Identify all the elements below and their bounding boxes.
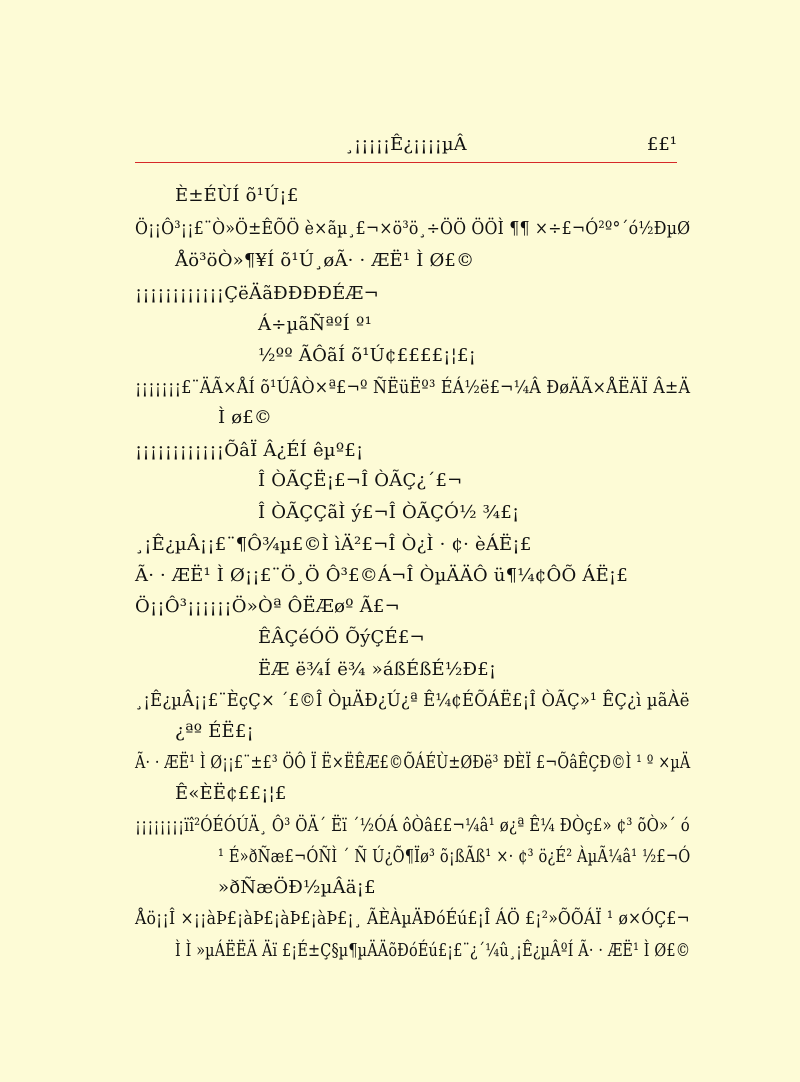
- text-line: Ê«ÈË¢££¡¦£: [175, 783, 287, 804]
- text-line: »ðÑæÖÐ½µÂä¡£: [218, 877, 376, 898]
- text-line: È±ÉÙÍ õ¹Ú¡£: [175, 185, 299, 206]
- page-number: ££¹: [646, 134, 677, 155]
- text-line: Ö¡¡Ô³¡¡£¨Ò»Ö±ÊÕÖ è×ãµ¸£¬×ö³ö¸÷ÖÖ ÖÖÌ ¶¶ ×÷£¬Ó²º°´ó½ÐµØ: [135, 218, 691, 239]
- text-line: Ì ø£©: [218, 407, 273, 428]
- text-line: Á÷µãÑªºÍ º¹: [258, 314, 372, 335]
- text-line: ½ºº ÃÔãÍ õ¹Ú¢££££¡¦£¡: [258, 345, 477, 366]
- text-line: Ã· · ÆË¹ Ì Ø¡¡£¨±£³ ÖÔ Ï Ë×ËÊÆ£©ÕÁÉÙ±ØÐë³ ÐÈÏ £¬ÕâÊÇÐ©Ì ¹ º ×µÄ: [135, 752, 691, 773]
- text-line: ÊÂÇéÓÖ ÕýÇÉ£¬: [258, 627, 425, 648]
- text-line: ¡¡¡¡¡¡¡£¨ÄÃ×ÅÍ õ¹ÚÂÒ×ª£¬º ÑËüËº³ ÉÁ½ë£¬¼Â ÐøÄÃ×ÅËÄÏ Â±Ä: [135, 377, 691, 398]
- running-title: ¸¡¡¡¡¡Ê¿¡¡¡¡µÂ: [345, 134, 467, 155]
- header-rule: [135, 162, 677, 163]
- text-line: ¹ É»ðÑæ£¬ÓÑÌ ´ Ñ Ú¿Õ¶Ïø³ õ¡ßÃß¹ ×· ¢³ ö¿É² ÀµÃ¼â¹ ½£¬Ó: [218, 846, 691, 867]
- text-line: Î ÒÃÇË¡£¬Î ÒÃÇ¿´£¬: [258, 470, 463, 491]
- text-line: Î ÒÃÇÇãÌ ý£¬Î ÒÃÇÓ½ ¾£¡: [258, 502, 520, 523]
- text-line: Ã· · ÆË¹ Ì Ø¡¡£¨Ö¸Ö Ô³£©Á¬Î ÒµÄÄÔ ü¶¼¢ÔÕ ÁË¡£: [135, 565, 628, 586]
- text-line: ¿ªº ÉË£¡: [175, 721, 254, 742]
- text-line: ¡¡¡¡¡¡¡¡¡¡¡¡ÕâÏ Â¿ÉÍ êµº£¡: [135, 440, 364, 461]
- text-line: Ö¡¡Ô³¡¡¡¡¡¡Ö»Òª ÔËÆøº Ã£¬: [135, 596, 400, 617]
- text-line: Åö³öÒ»¶¥Í õ¹Ú¸øÃ· · ÆË¹ Ì Ø£©: [175, 250, 475, 271]
- text-line: ¸¡Ê¿µÂ¡¡£¨¶Ô¾µ£©Ì ìÄ²£¬Î Ò¿Ì · ¢· èÁË¡£: [135, 534, 532, 555]
- text-line: ¡¡¡¡¡¡¡¡ïî²ÓÉÓÚÄ¸ Ô³ ÖÄ´ Ëï ´½ÓÁ ôÒâ££¬¼â¹ ø¿ª Ê¼ ÐÒç£» ¢³ õÒ»´ ó: [135, 815, 690, 836]
- text-line: ¸¡Ê¿µÂ¡¡£¨ÈçÇ× ´£©Î ÒµÄÐ¿Ú¿ª Ê¼¢ÉÕÁË£¡Î ÒÃÇ»¹ ÊÇ¿ì µãÀë: [135, 690, 690, 711]
- text-line: ËÆ ë¾Í ë¾ »áßÉßÉ½Ð£¡: [258, 659, 497, 680]
- text-line: ¡¡¡¡¡¡¡¡¡¡¡¡ÇëÄãÐÐÐÐÉÆ¬: [135, 283, 379, 304]
- text-line: Ì Ì »µÁËËÄ Äï £¡É±Ç§µ¶µÄÄõÐóÉú£¡£¨¿´¼û¸¡Ê¿µÂºÍ Ã· · ÆË¹ Ì Ø£©: [175, 940, 691, 961]
- running-header: [135, 134, 677, 162]
- text-line: Åö¡¡Î ×¡¡àÞ£¡àÞ£¡àÞ£¡àÞ£¡¸ ÃÈÀµÄÐóÉú£¡Î ÁÖ £¡²»ÕÕÁÏ ¹ ø×ÓÇ£¬: [135, 908, 690, 929]
